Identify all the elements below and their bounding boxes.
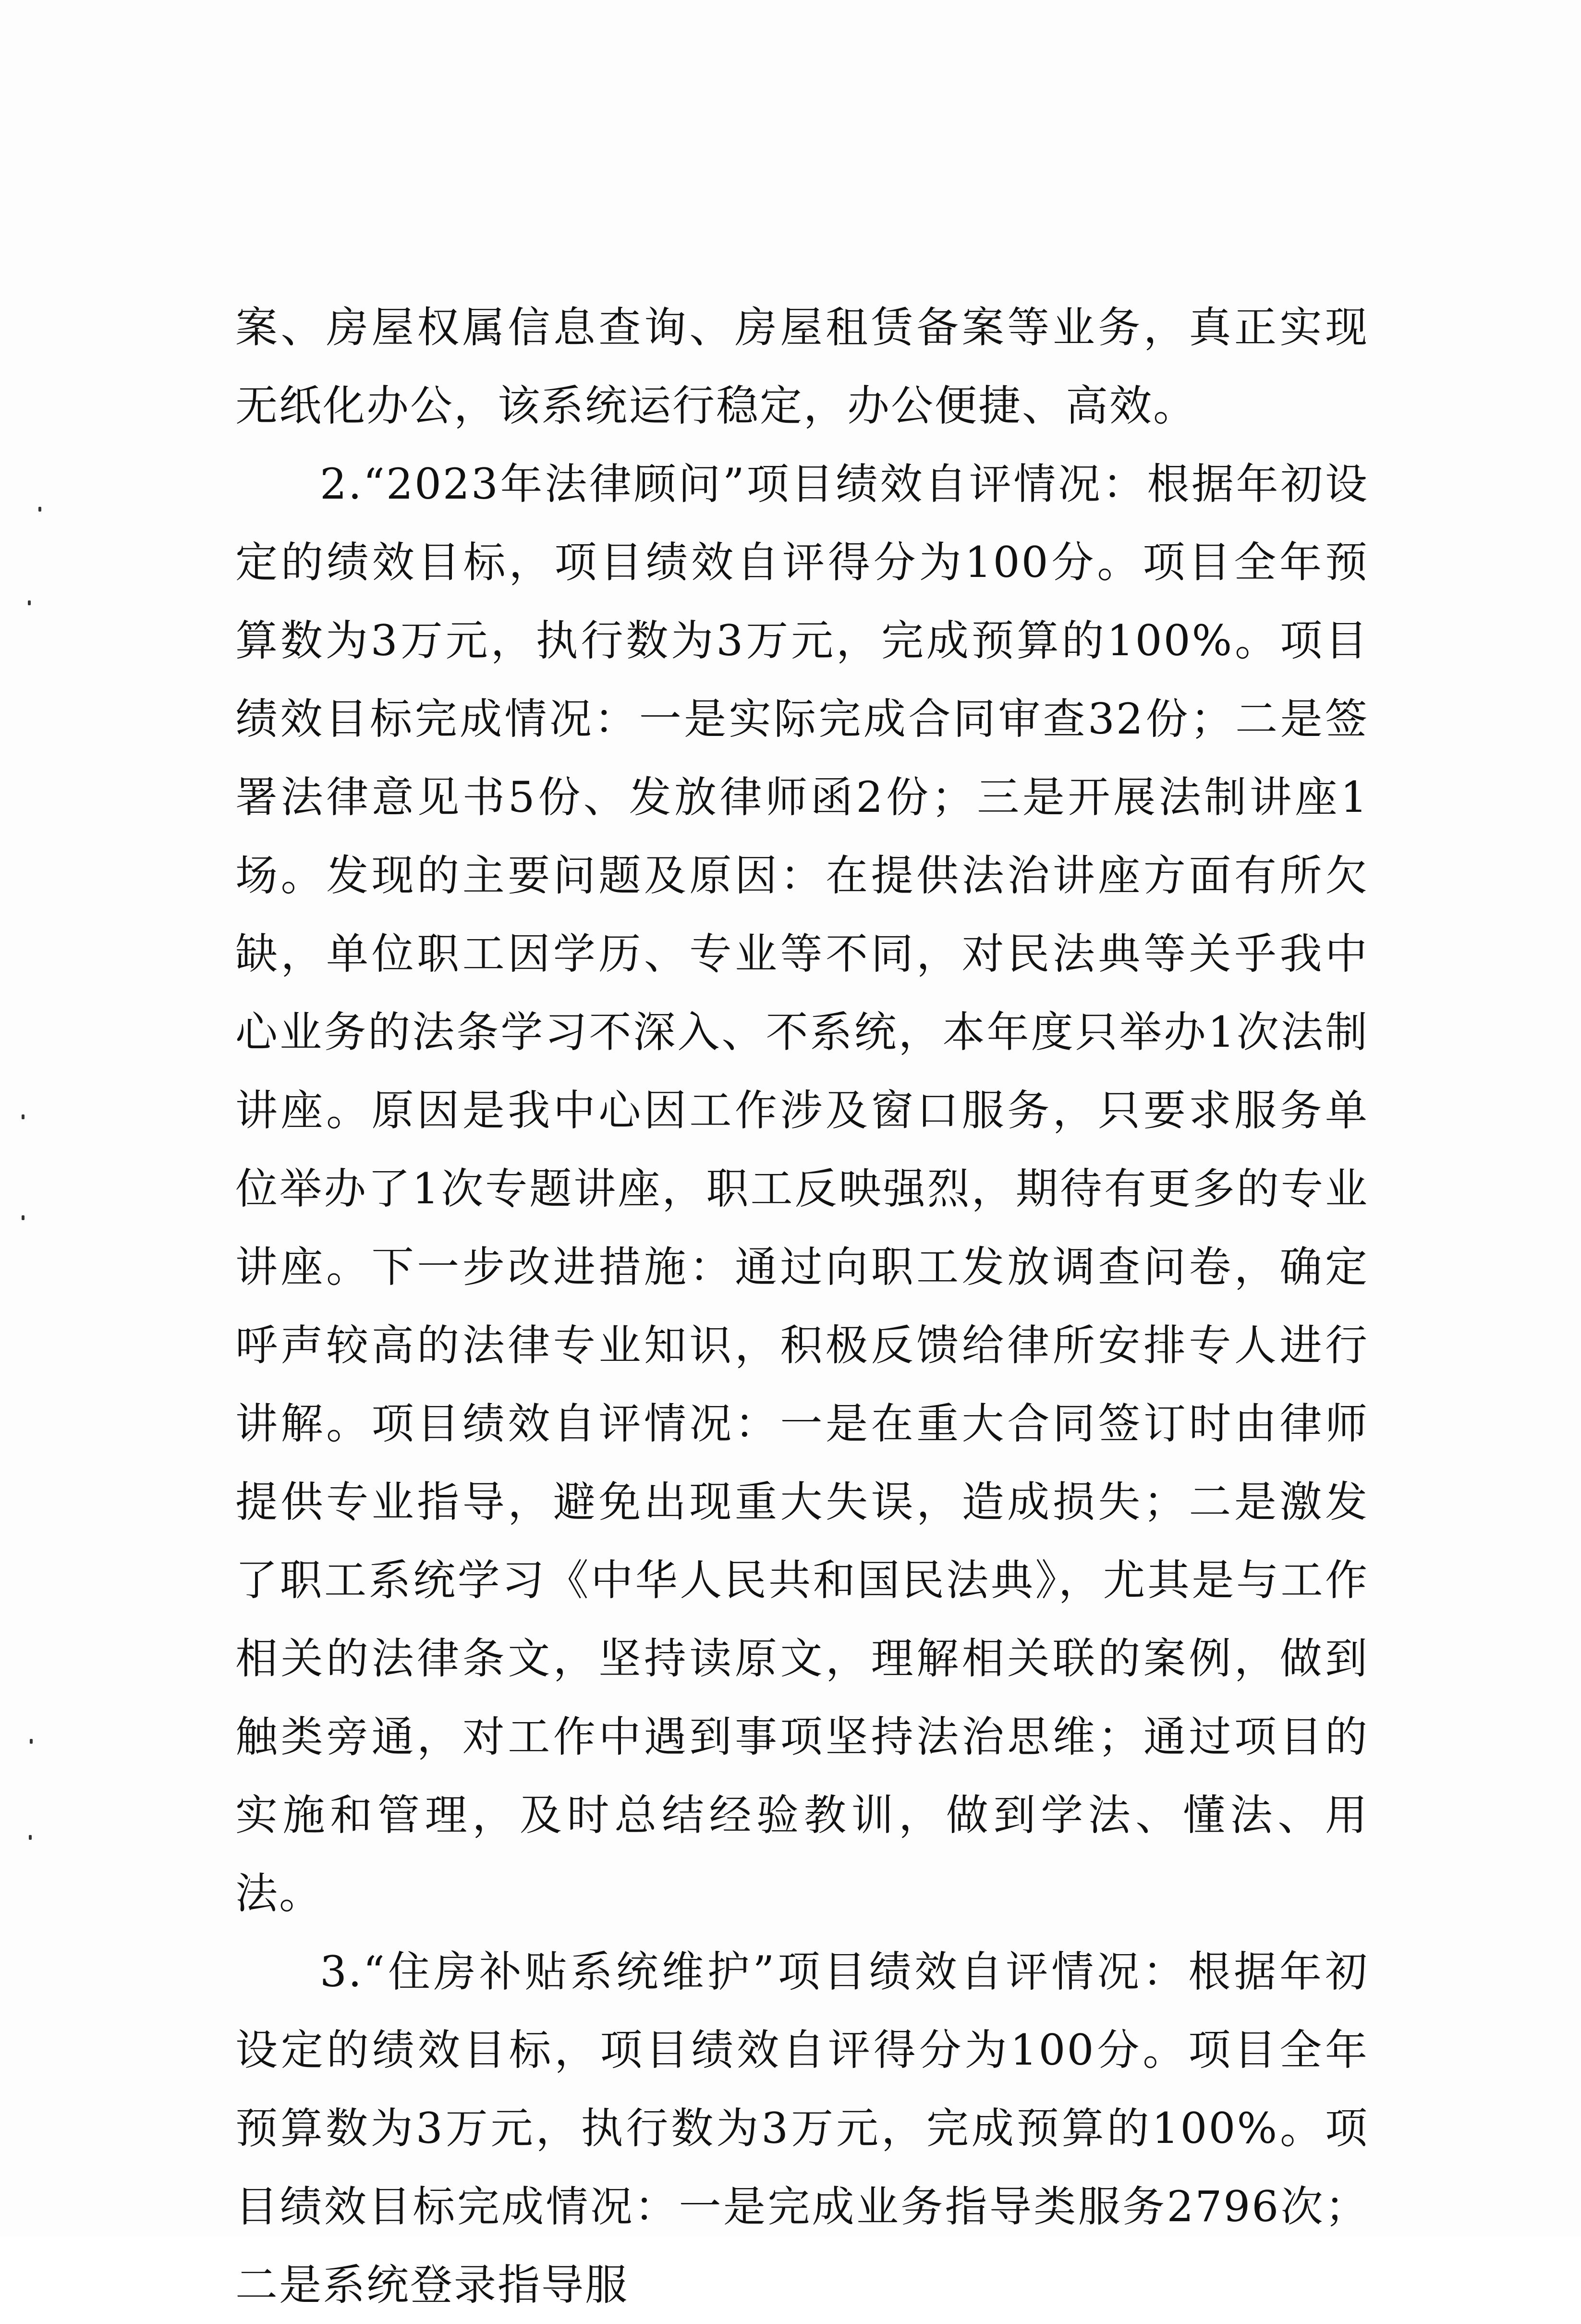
- scan-speck: [38, 507, 41, 512]
- scan-speck: [30, 1739, 33, 1744]
- paragraph-housing-subsidy: 3.“住房补贴系统维护”项目绩效自评情况：根据年初设定的绩效目标，项目绩效自评得分为100分。项目全年预算数为3万元，执行数为3万元，完成预算的100%。项目绩效目标完成情况：一是完成业务指导类服务2796次；二是系统登录指导服: [235, 1947, 1369, 2310]
- paragraph-continuation: 案、房屋权属信息查询、房屋租赁备案等业务，真正实现无纸化办公，该系统运行稳定，办公便捷、高效。: [235, 303, 1369, 430]
- scan-speck: [22, 1114, 24, 1119]
- scan-speck: [29, 1835, 32, 1840]
- scan-speck: [22, 1215, 24, 1220]
- document-body: [235, 288, 1369, 2324]
- scan-speck: [28, 600, 31, 605]
- paragraph-legal-advisor: 2.“2023年法律顾问”项目绩效自评情况：根据年初设定的绩效目标，项目绩效自评得分为100分。项目全年预算数为3万元，执行数为3万元，完成预算的100%。项目绩效目标完成情况：一是实际完成合同审查32份；二是签署法律意见书5份、发放律师函2份；三是开展法制讲座1场。发现的主要问题及原因：在提供法治讲座方面有所欠缺，单位职工因学历、专业等不同，对民法典等关乎我中心业务的法条学习不深入、不系统，本年度只举办1次法制讲座。原因是我中心因工作涉及窗口服务，只要求服务单位举办了1次专题讲座，职工反映强烈，期待有更多的专业讲座。下一步改进措施：通过向职工发放调查问卷，确定呼声较高的法律专业知识，积极反馈给律所安排专人进行讲解。项目绩效自评情况：一是在重大合同签订时由律师提供专业指导，避免出现重大失误，造成损失；二是激发了职工系统学习《中华人民共和国民法典》，尤其是与工作相关的法律条文，坚持读原文，理解相关联的案例，做到触类旁通，对工作中遇到事项坚持法治思维；通过项目的实施和管理，及时总结经验教训，做到学法、懂法、用法。: [235, 459, 1369, 1918]
